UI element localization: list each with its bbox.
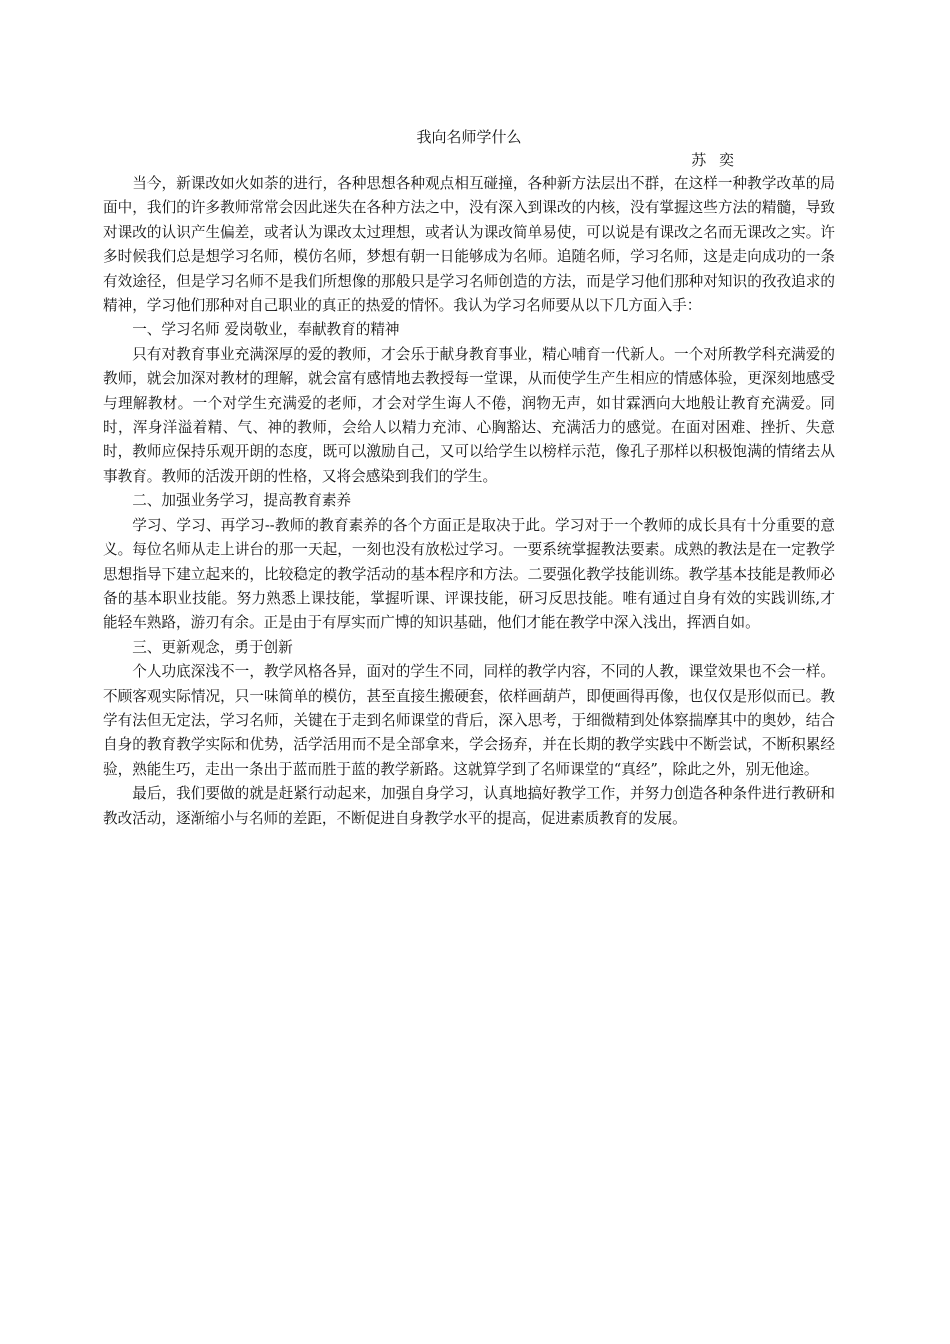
section-body-2: 学习、学习、再学习--教师的教育素养的各个方面正是取决于此。学习对于一个教师的成长具有十分重要的意义。每位名师从走上讲台的那一天起，一刻也没有放松过学习。一要系统掌握教法要素。成熟的教法是在一定教学思想指导下建立起来的，比较稳定的教学活动的基本程序和方法。二要强化教学技能训练。教学基本技能是教师必备的基本职业技能。努力熟悉上课技能，掌握听课、评课技能，研习反思技能。唯有通过自身有效的实践训练,才能轻车熟路，游刃有余。正是由于有厚实而广博的知识基础，他们才能在教学中深入浅出，挥洒自如。 [103,516,835,632]
section-body-3: 个人功底深浅不一，教学风格各异，面对的学生不同，同样的教学内容，不同的人教，课堂效果也不会一样。不顾客观实际情况，只一味简单的模仿，甚至直接生搬硬套，依样画葫芦，即便画得再像，也仅仅是形似而已。教学有法但无定法，学习名师，关键在于走到名师课堂的背后，深入思考，于细微精到处体察揣摩其中的奥妙，结合自身的教育教学实际和优势，活学活用而不是全部拿来，学会扬弃，并在长期的教学实践中不断尝试，不断积累经验，熟能生巧，走出一条出于蓝而胜于蓝的教学新路。这就算学到了名师课堂的“真经”，除此之外，别无他途。 [103,663,835,778]
intro-paragraph: 当今，新课改如火如荼的进行，各种思想各种观点相互碰撞，各种新方法层出不群，在这样一种教学改革的局面中，我们的许多教师常常会因此迷失在各种方法之中，没有深入到课改的内核，没有掌握这些方法的精髓，导致对课改的认识产生偏差，或者认为课改太过理想，或者认为课改简单易使，可以说是有课改之名而无课改之实。许多时候我们总是想学习名师，模仿名师，梦想有朝一日能够成为名师。追随名师，学习名师，这是走向成功的一条有效途径，但是学习名师不是我们所想像的那般只是学习名师创造的方法，而是学习他们那种对知识的孜孜追求的精神，学习他们那种对自己职业的真正的热爱的情怀。我认为学习名师要从以下几方面入手： [103,175,835,315]
section-heading-2: 二、加强业务学习，提高教育素养 [132,492,352,510]
author-name: 苏 奕 [691,151,738,169]
section-heading-1: 一、学习名师 爱岗敬业，奉献教育的精神 [132,321,400,339]
conclusion-paragraph: 最后，我们要做的就是赶紧行动起来，加强自身学习，认真地搞好教学工作，并努力创造各种条件进行教研和教改活动，逐渐缩小与名师的差距，不断促进自身教学水平的提高，促进素质教育的发展。 [103,785,835,827]
section-body-1: 只有对教育事业充满深厚的爱的教师，才会乐于献身教育事业，精心哺育一代新人。一个对所教学科充满爱的教师，就会加深对教材的理解，就会富有感情地去教授每一堂课，从而使学生产生相应的情感体验，更深刻地感受与理解教材。一个对学生充满爱的老师，才会对学生诲人不倦，润物无声，如甘霖洒向大地般让教育充满爱。同时，浑身洋溢着精、气、神的教师，会给人以精力充沛、心胸豁达、充满活力的感觉。在面对困难、挫折、失意时，教师应保持乐观开朗的态度，既可以激励自己，又可以给学生以榜样示范，像孔子那样以积极饱满的情绪去从事教育。教师的活泼开朗的性格，又将会感染到我们的学生。 [103,345,835,485]
document-page [103,126,835,831]
section-heading-3: 三、更新观念，勇于创新 [132,638,293,656]
document-title: 我向名师学什么 [416,128,522,146]
